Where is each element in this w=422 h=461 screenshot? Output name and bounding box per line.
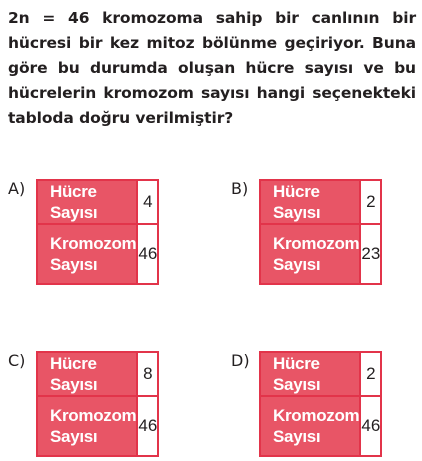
chromosome-count-label xyxy=(260,396,360,456)
chromosome-count-value: 23 xyxy=(360,224,381,284)
option-letter: D) xyxy=(231,351,250,370)
option-table xyxy=(36,351,159,457)
chromosome-label-line1: Kromozom xyxy=(273,406,360,425)
chromosome-count-value: 46 xyxy=(137,396,158,456)
chromosome-count-label xyxy=(37,224,137,284)
chromosome-count-value: 46 xyxy=(137,224,158,284)
chromosome-label-line1: Kromozom xyxy=(273,234,360,253)
chromosome-label-line1: Kromozom xyxy=(50,406,137,425)
cell-count-value: 2 xyxy=(360,352,381,396)
chromosome-label-line2: Sayısı xyxy=(50,427,98,446)
cell-count-label: Hücre Sayısı xyxy=(260,180,360,224)
cell-count-label: Hücre Sayısı xyxy=(37,180,137,224)
option-table xyxy=(259,179,382,285)
chromosome-label-line2: Sayısı xyxy=(273,255,321,274)
option-letter: C) xyxy=(8,351,26,370)
option-table xyxy=(259,351,382,457)
question-text: 2n = 46 kromozoma sahip bir canlının bir hücresi bir kez mitoz bölünme geçiriyor. Buna göre bu durumda oluşan hücre sayısı ve bu hücrelerin kromozom sayısı hangi seçenekteki tabloda doğru verilmiştir? xyxy=(8,9,416,127)
cell-count-value: 8 xyxy=(137,352,158,396)
chromosome-count-label xyxy=(260,224,360,284)
chromosome-label-line2: Sayısı xyxy=(50,255,98,274)
chromosome-label-line1: Kromozom xyxy=(50,234,137,253)
cell-count-label: Hücre Sayısı xyxy=(37,352,137,396)
cell-count-value: 4 xyxy=(137,180,158,224)
option-letter: B) xyxy=(231,179,249,198)
option-letter: A) xyxy=(8,179,26,198)
cell-count-value: 2 xyxy=(360,180,381,224)
chromosome-count-value: 46 xyxy=(360,396,381,456)
chromosome-count-label xyxy=(37,396,137,456)
cell-count-label: Hücre Sayısı xyxy=(260,352,360,396)
chromosome-label-line2: Sayısı xyxy=(273,427,321,446)
option-table xyxy=(36,179,159,285)
